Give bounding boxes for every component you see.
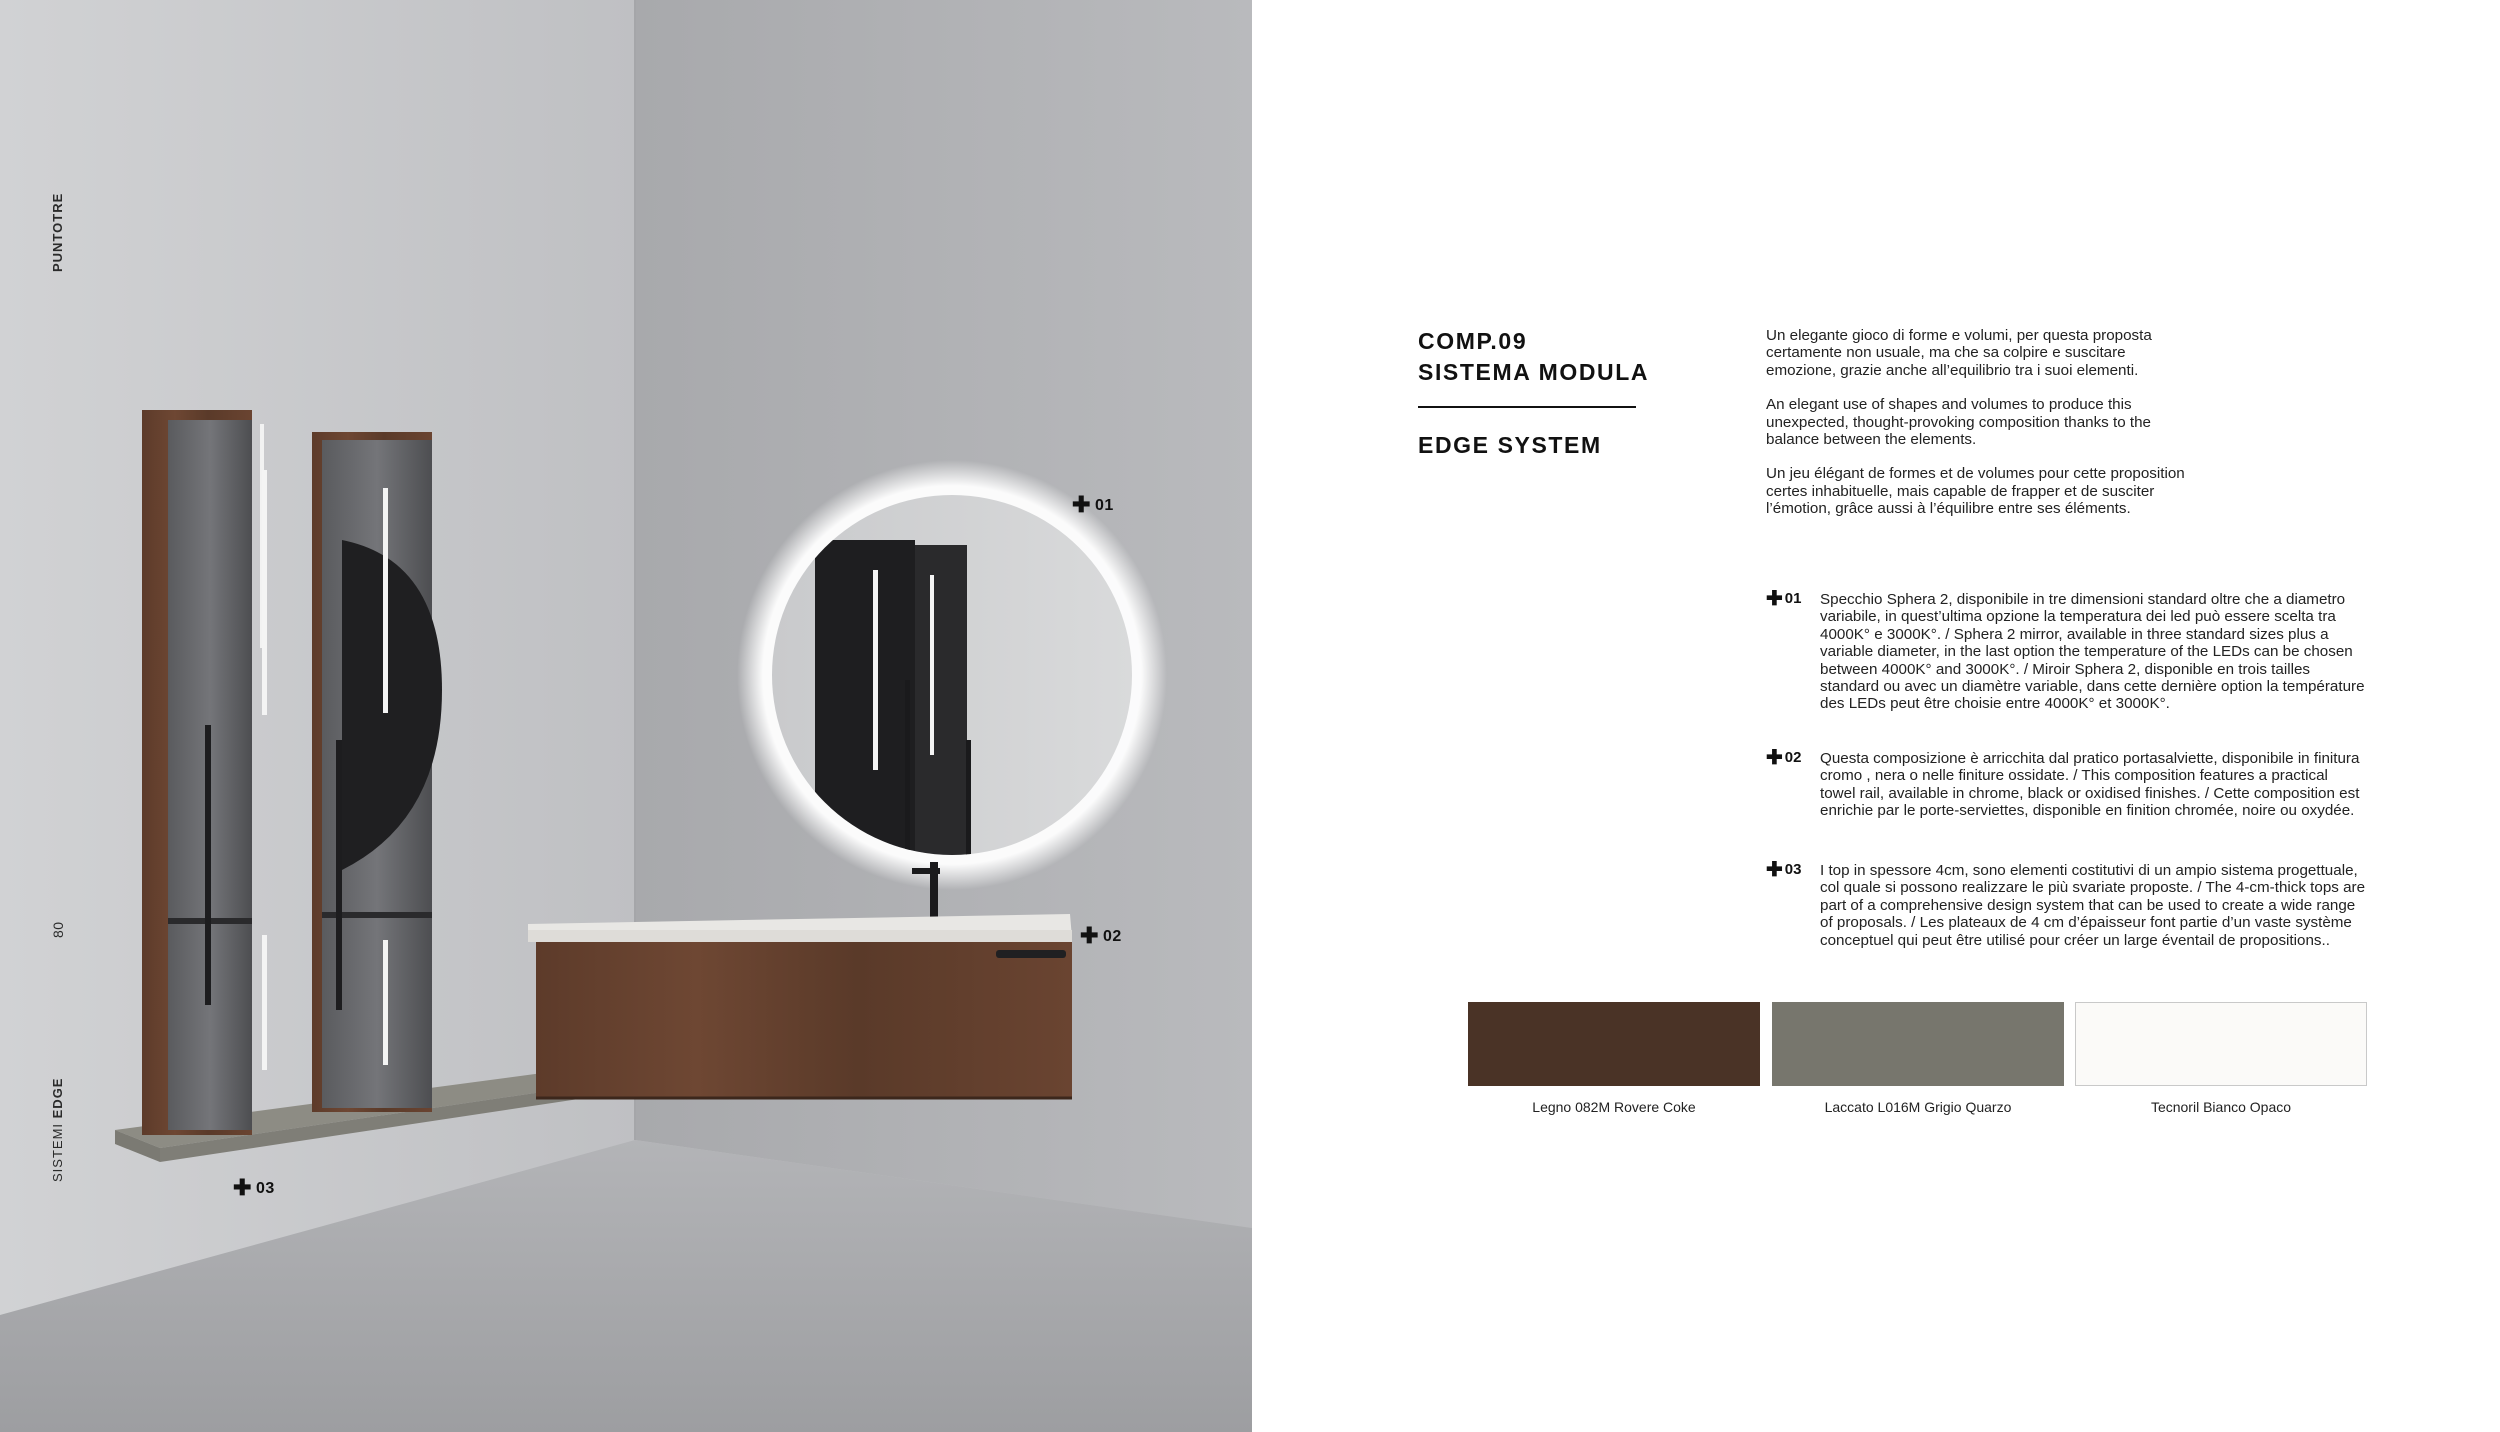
marker-03 — [233, 1175, 275, 1201]
plus-icon: ✚ — [233, 1175, 252, 1200]
marker-number: 02 — [1102, 928, 1122, 945]
page-number: 80 — [50, 921, 66, 938]
note-number-text: 02 — [1784, 749, 1802, 766]
note-number-text: 01 — [1784, 590, 1802, 607]
note-01 — [1766, 588, 2366, 713]
section-label — [50, 1078, 65, 1182]
title-divider — [1418, 406, 1636, 408]
title-edge-system: EDGE SYSTEM — [1418, 432, 1602, 458]
swatch-label-white: Tecnoril Bianco Opaco — [2150, 1099, 2292, 1115]
note-02 — [1766, 747, 2366, 820]
note-number — [1766, 590, 1801, 608]
intro-text — [1766, 327, 2196, 535]
note-text: I top in spessore 4cm, sono elementi costitutivi di un ampio sistema progettuale, col quale si possono realizzare le più svariate proposte. / The 4-cm-thick tops are part of a comprehensive design system that can be used to create a wide range of proposals. / Les plateaux de 4 cm d’épaisseur font partie d’un vaste système conceptuel qui peut être utilisé pour créer un large éventail de propositions.. — [1820, 862, 2366, 949]
marker-02 — [1080, 923, 1122, 949]
plus-icon: ✚ — [1766, 747, 1783, 769]
marker-number: 03 — [255, 1180, 275, 1197]
plus-icon: ✚ — [1766, 588, 1783, 610]
plus-icon: ✚ — [1080, 923, 1099, 948]
swatch-label-wood: Legno 082M Rovere Coke — [1532, 1099, 1696, 1115]
section-prefix: SISTEMI — [50, 1122, 65, 1182]
note-text: Questa composizione è arricchita dal pratico portasalviette, disponibile in finitura cromo , nera o nelle finiture ossidate. / This composition features a practical towel rail, available in chrome, black or oxidised finishes. / Cette composition est enrichie par le porte-serviettes, disponible en finition chromée, noire ou oxydée. — [1820, 750, 2360, 820]
brand-label: PUNTOTRE — [50, 192, 65, 272]
note-03 — [1766, 859, 2366, 949]
swatch-label-grey: Laccato L016M Grigio Quarzo — [1824, 1099, 2012, 1115]
note-number — [1766, 749, 1801, 767]
note-number-text: 03 — [1784, 861, 1802, 878]
intro-italian: Un elegante gioco di forme e volumi, per questa proposta certamente non usuale, ma che sa colpire e suscitare emozione, grazie anche all’equilibrio tra i suoi elementi. — [1766, 327, 2152, 379]
marker-number: 01 — [1094, 497, 1114, 514]
swatch-wood — [1468, 1002, 1760, 1086]
note-text: Specchio Sphera 2, disponibile in tre dimensioni standard oltre che a diametro variabile, in quest’ultima opzione la temperatura dei led può essere scelta tra 4000K° e 3000K°. / Sphera 2 mirror, available in three standard sizes plus a variable diameter, in the last option the temperature of the LEDs can be chosen between 4000K° and 3000K°. / Miroir Sphera 2, disponible en trois tailles standard ou avec un diamètre variable, dans cette dernière option la température des LEDs peut être choisie entre 4000K° et 3000K°. — [1820, 591, 2365, 713]
plus-icon: ✚ — [1766, 859, 1783, 881]
plus-icon: ✚ — [1072, 492, 1091, 517]
title-system: SISTEMA MODULA — [1418, 359, 1650, 385]
title-comp: COMP.09 — [1418, 328, 1528, 354]
section-name: EDGE — [50, 1077, 65, 1119]
composition-title — [1418, 326, 1649, 461]
swatch-white — [2075, 1002, 2367, 1086]
intro-french: Un jeu élégant de formes et de volumes pour cette proposition certes inhabituelle, mais capable de frapper et de susciter l’émotion, grâce aussi à l’équilibre entre ses éléments. — [1766, 465, 2185, 518]
swatch-grey — [1772, 1002, 2064, 1086]
intro-english: An elegant use of shapes and volumes to produce this unexpected, thought-provoking composition thanks to the balance between the elements. — [1766, 396, 2151, 449]
note-number — [1766, 861, 1801, 879]
marker-01 — [1072, 492, 1114, 518]
